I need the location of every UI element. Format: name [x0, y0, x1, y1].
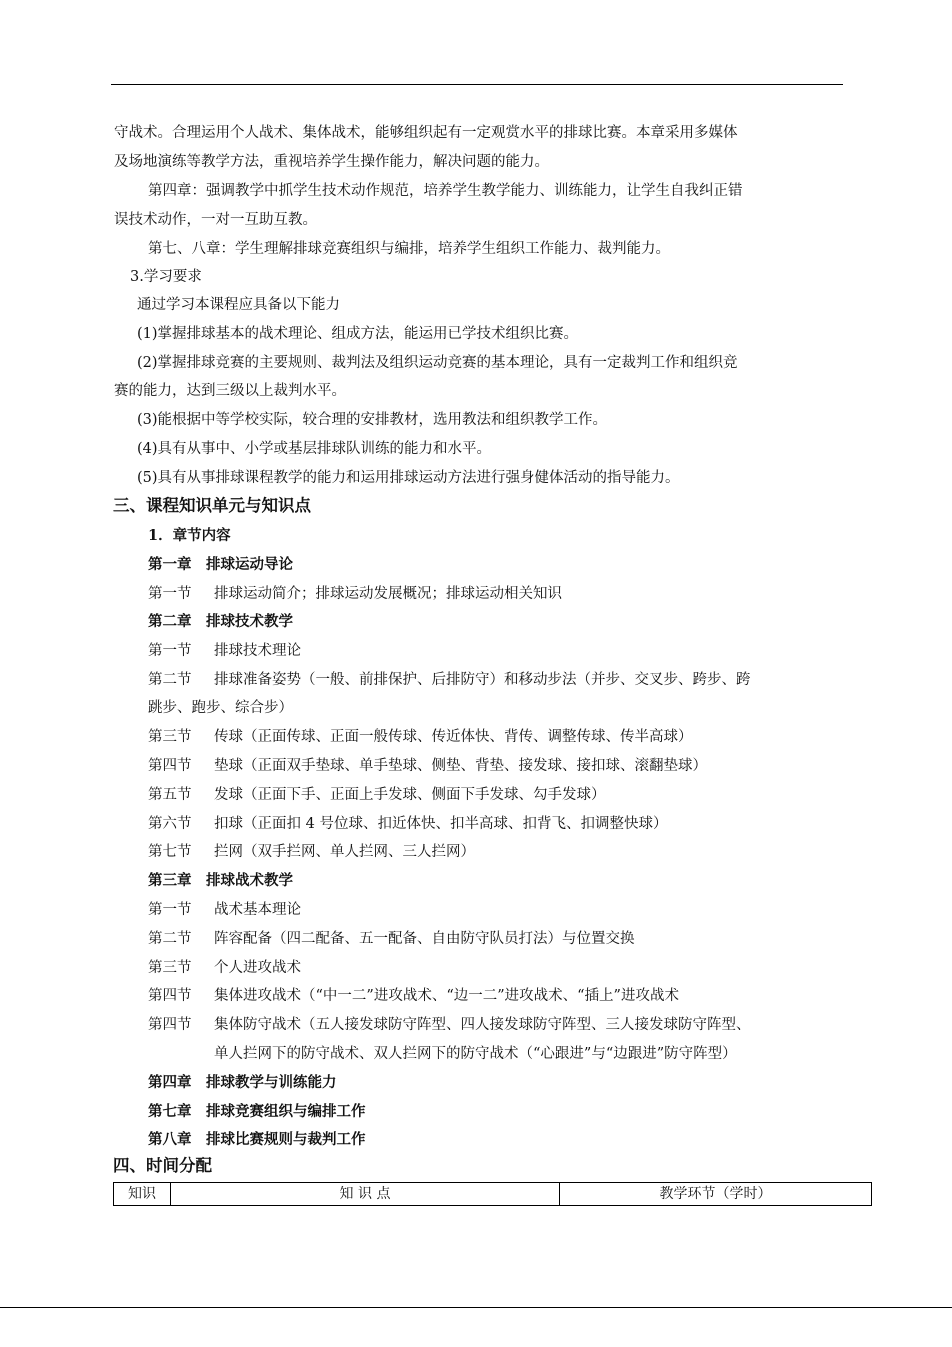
paragraph-line: 及场地演练等教学方法，重视培养学生操作能力，解决问题的能力。 [114, 154, 549, 170]
chapter-section [148, 785, 606, 805]
section-text-cont: 单人拦网下的防守战术、双人拦网下的防守战术（“心跟进”与“边跟进”防守阵型） [214, 1046, 737, 1062]
chapter-section [148, 756, 707, 776]
paragraph-line: 第七、八章：学生理解排球竞赛组织与编排，培养学生组织工作能力、裁判能力。 [148, 241, 670, 257]
chapter-section [148, 929, 635, 949]
section-label: 第五节 [148, 787, 192, 803]
section-text: 发球（正面下手、正面上手发球、侧面下手发球、勾手发球） [214, 787, 606, 803]
header-rule [111, 84, 843, 85]
table-header-row [114, 1183, 872, 1206]
section-text: 排球运动简介；排球运动发展概况；排球运动相关知识 [214, 586, 562, 602]
section-text-cont: 跳步、跑步、综合步） [148, 700, 293, 716]
table-header-cell: 知 识 点 [171, 1183, 560, 1206]
section-label: 第四节 [148, 988, 192, 1004]
section-text: 集体防守战术（五人接发球防守阵型、四人接发球防守阵型、三人接发球防守阵型、 [214, 1017, 751, 1033]
requirement-item: (1)掌握排球基本的战术理论、组成方法，能运用已学技术组织比赛。 [137, 326, 579, 342]
requirement-item: (3)能根据中等学校实际，较合理的安排教材，选用教法和组织教学工作。 [137, 412, 608, 428]
section-label: 第四节 [148, 758, 192, 774]
section-text: 拦网（双手拦网、单人拦网、三人拦网） [214, 844, 475, 860]
section-text: 排球准备姿势（一般、前排保护、后排防守）和移动步法（并步、交叉步、跨步、跨 [214, 672, 751, 688]
section-label: 第四节 [148, 1017, 192, 1033]
table-header-cell: 教学环节（学时） [560, 1183, 872, 1206]
section-text: 扣球（正面扣 4 号位球、扣近体快、扣半高球、扣背飞、扣调整快球） [214, 816, 668, 832]
footer-rule [0, 1307, 952, 1308]
table-header-cell: 知识 [114, 1183, 171, 1206]
section-text: 集体进攻战术（“中一二”进攻战术、“边一二”进攻战术、“插上”进攻战术 [214, 988, 679, 1004]
requirements-heading: 3.学习要求 [130, 269, 202, 285]
paragraph-line: 守战术。合理运用个人战术、集体战术，能够组织起有一定观赏水平的排球比赛。本章采用多媒体 [114, 125, 738, 141]
chapter-section [148, 986, 679, 1006]
section-label: 第一节 [148, 586, 192, 602]
section-label: 第二节 [148, 672, 192, 688]
section-title: 四、时间分配 [113, 1156, 212, 1175]
section-text: 垫球（正面双手垫球、单手垫球、侧垫、背垫、接发球、接扣球、滚翻垫球） [214, 758, 707, 774]
requirement-item: (2)掌握排球竞赛的主要规则、裁判法及组织运动竞赛的基本理论，具有一定裁判工作和组织竞 [137, 355, 738, 371]
section-subtitle: 1．章节内容 [148, 527, 231, 544]
chapter-title: 第七章 排球竞赛组织与编排工作 [148, 1103, 366, 1120]
chapter-section [148, 814, 667, 834]
section-text: 战术基本理论 [214, 902, 301, 918]
chapter-section [148, 958, 301, 978]
chapter-section [148, 842, 475, 862]
paragraph-line: 第四章：强调教学中抓学生技术动作规范，培养学生教学能力、训练能力，让学生自我纠正错 [148, 183, 743, 199]
paragraph-line: 误技术动作，一对一互助互教。 [114, 212, 317, 228]
section-title: 三、课程知识单元与知识点 [113, 496, 311, 515]
chapter-section [148, 727, 693, 747]
chapter-section [148, 584, 562, 604]
section-label: 第三节 [148, 960, 192, 976]
section-text: 阵容配备（四二配备、五一配备、自由防守队员打法）与位置交换 [214, 931, 635, 947]
chapter-section [148, 900, 301, 920]
requirement-item-cont: 赛的能力，达到三级以上裁判水平。 [114, 383, 346, 399]
section-label: 第七节 [148, 844, 192, 860]
time-allocation-table [113, 1182, 872, 1206]
requirement-item: (5)具有从事排球课程教学的能力和运用排球运动方法进行强身健体活动的指导能力。 [137, 470, 680, 486]
section-label: 第一节 [148, 643, 192, 659]
requirements-intro: 通过学习本课程应具备以下能力 [137, 297, 340, 313]
chapter-title: 第三章 排球战术教学 [148, 872, 293, 889]
chapter-title: 第八章 排球比赛规则与裁判工作 [148, 1131, 366, 1148]
section-text: 传球（正面传球、正面一般传球、传近体快、背传、调整传球、传半高球） [214, 729, 693, 745]
section-text: 个人进攻战术 [214, 960, 301, 976]
chapter-section [148, 670, 751, 690]
section-text: 排球技术理论 [214, 643, 301, 659]
chapter-title: 第二章 排球技术教学 [148, 613, 293, 630]
requirement-item: (4)具有从事中、小学或基层排球队训练的能力和水平。 [137, 441, 492, 457]
section-label: 第六节 [148, 816, 192, 832]
section-label: 第一节 [148, 902, 192, 918]
chapter-section [148, 1015, 751, 1035]
chapter-section [148, 641, 301, 661]
section-label: 第二节 [148, 931, 192, 947]
chapter-title: 第一章 排球运动导论 [148, 556, 293, 573]
section-label: 第三节 [148, 729, 192, 745]
chapter-title: 第四章 排球教学与训练能力 [148, 1074, 337, 1091]
